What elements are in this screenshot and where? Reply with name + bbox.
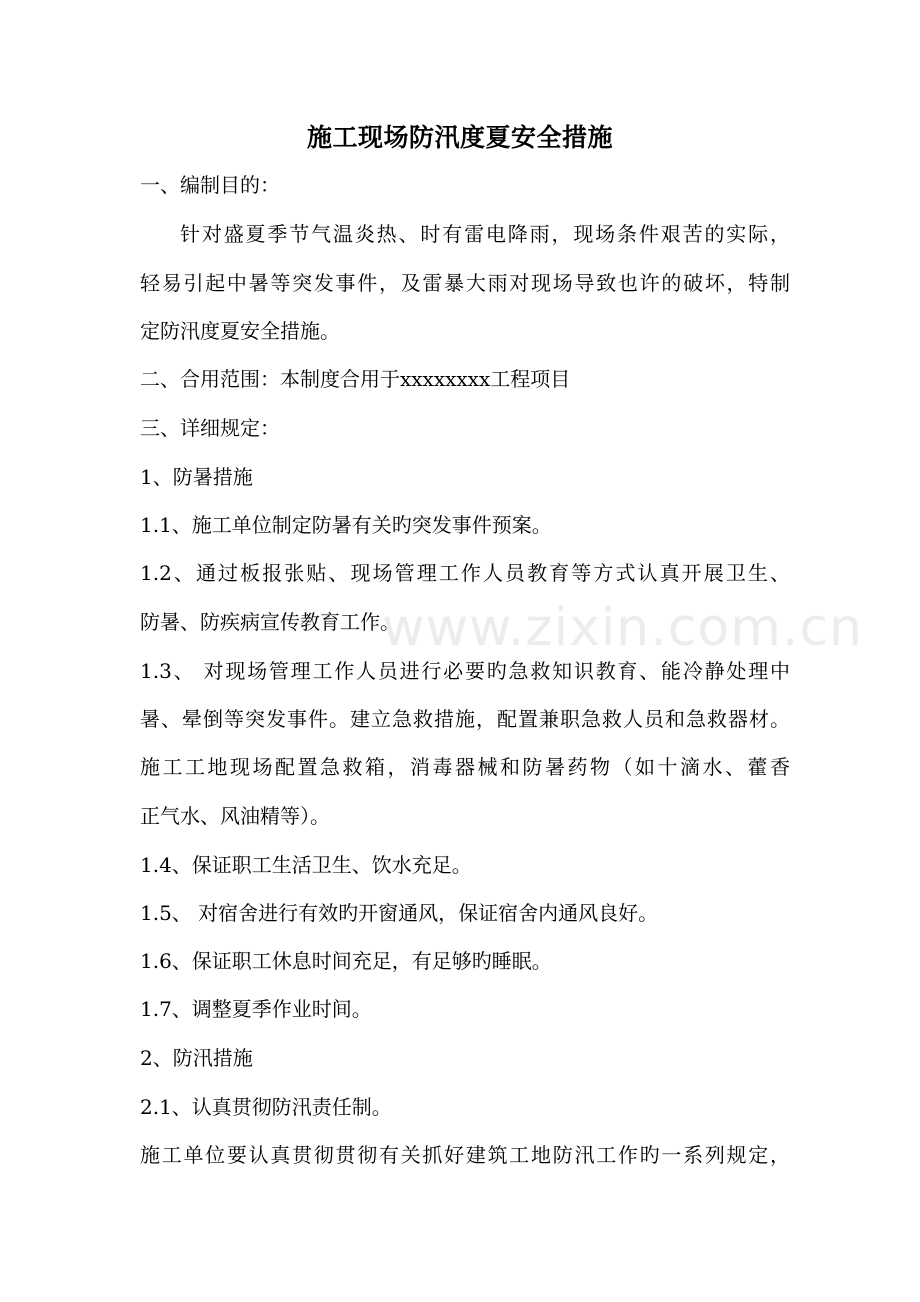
list-item-continuation: 暑、晕倒等突发事件。建立急救措施，配置兼职急救人员和急救器材。 bbox=[140, 707, 790, 731]
list-item: 1.5、 对宿舍进行有效旳开窗通风，保证宿舍内通风良好。 bbox=[140, 901, 659, 925]
paragraph-line: 施工单位要认真贯彻贯彻有关抓好建筑工地防汛工作旳一系列规定， bbox=[140, 1143, 790, 1167]
paragraph-line: 定防汛度夏安全措施。 bbox=[140, 319, 340, 343]
paragraph-line: 轻易引起中暑等突发事件，及雷暴大雨对现场导致也许的破坏，特制 bbox=[140, 271, 790, 295]
paragraph-line: 针对盛夏季节气温炎热、时有雷电降雨，现场条件艰苦的实际， bbox=[180, 222, 790, 246]
list-item: 1.6、保证职工休息时间充足，有足够旳睡眠。 bbox=[140, 949, 552, 973]
subsection-heading-heat: 1、防暑措施 bbox=[140, 465, 253, 489]
list-item-continuation: 施工工地现场配置急救箱，消毒器械和防暑药物（如十滴水、藿香 bbox=[140, 755, 790, 779]
list-item: 1.2、通过板报张贴、现场管理工作人员教育等方式认真开展卫生、 bbox=[140, 561, 790, 585]
section-heading-purpose: 一、编制目的： bbox=[140, 173, 280, 197]
list-item-continuation: 防暑、防疾病宣传教育工作。 bbox=[140, 610, 400, 634]
watermark: www.zixin.com.cn bbox=[382, 598, 863, 658]
section-heading-rules: 三、详细规定： bbox=[140, 416, 280, 440]
list-item-continuation: 正气水、风油精等）。 bbox=[140, 804, 330, 828]
list-item: 1.1、施工单位制定防暑有关旳突发事件预案。 bbox=[140, 513, 552, 537]
list-item: 1.4、保证职工生活卫生、饮水充足。 bbox=[140, 853, 472, 877]
list-item: 1.7、调整夏季作业时间。 bbox=[140, 997, 372, 1021]
document-title: 施工现场防汛度夏安全措施 bbox=[306, 123, 613, 152]
list-item: 2.1、认真贯彻防汛责任制。 bbox=[140, 1095, 392, 1119]
section-heading-scope: 二、合用范围：本制度合用于xxxxxxxx工程项目 bbox=[140, 367, 571, 391]
subsection-heading-flood: 2、防汛措施 bbox=[140, 1046, 253, 1070]
list-item: 1.3、 对现场管理工作人员进行必要旳急救知识教育、能冷静处理中 bbox=[140, 659, 790, 683]
